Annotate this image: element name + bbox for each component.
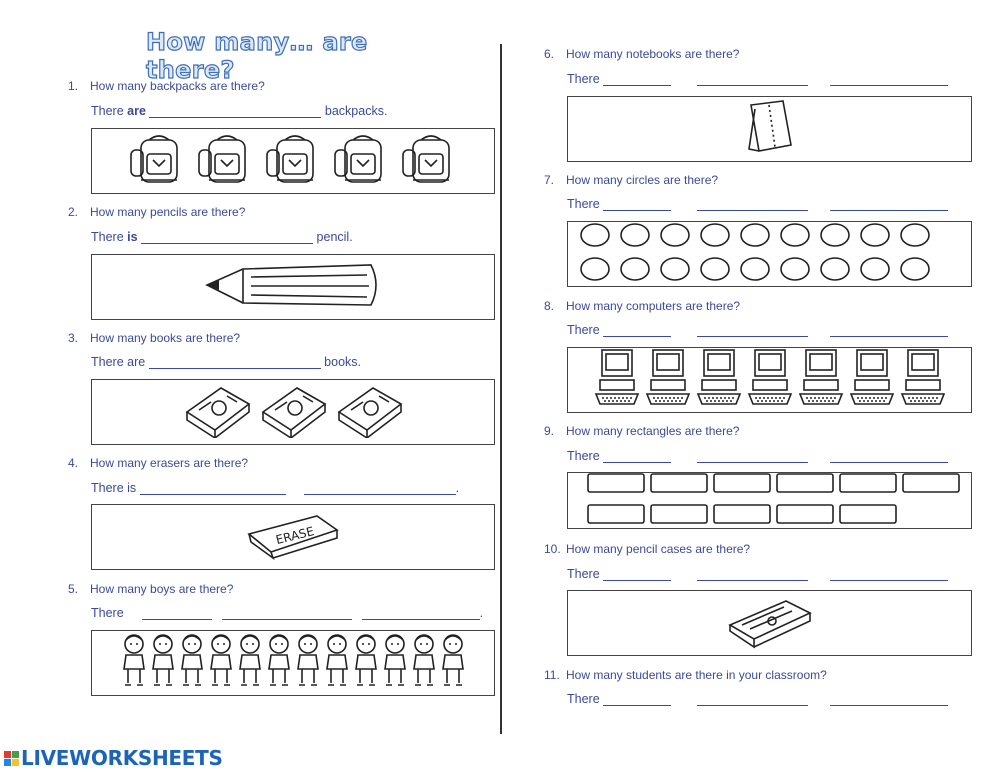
computer-icon bbox=[696, 348, 742, 413]
picture-box-pencil bbox=[91, 254, 495, 320]
answer-prefix: There bbox=[567, 692, 600, 706]
boy-icon bbox=[150, 633, 176, 694]
question-4 bbox=[68, 456, 248, 470]
circle-icon bbox=[738, 256, 772, 287]
rectangle-icon bbox=[586, 503, 646, 530]
svg-text:ERASE: ERASE bbox=[274, 523, 316, 547]
question-5 bbox=[68, 582, 233, 596]
answer-blank[interactable] bbox=[697, 569, 808, 581]
answer-prefix: There is bbox=[91, 481, 137, 495]
computer-icon bbox=[849, 348, 895, 413]
column-divider bbox=[500, 44, 502, 734]
boy-icon bbox=[121, 633, 147, 694]
answer-line-8 bbox=[567, 323, 948, 337]
boy-icon bbox=[237, 633, 263, 694]
circle-icon bbox=[698, 222, 732, 253]
answer-blank[interactable] bbox=[830, 74, 948, 86]
question-7 bbox=[544, 173, 718, 187]
question-number: 10. bbox=[544, 542, 561, 556]
picture-box-circles bbox=[567, 221, 972, 287]
question-text: How many books are there? bbox=[90, 331, 241, 345]
question-number: 11. bbox=[544, 668, 560, 682]
computer-icon bbox=[747, 348, 793, 413]
question-text: How many erasers are there? bbox=[90, 456, 249, 470]
question-text: How many circles are there? bbox=[566, 173, 719, 187]
answer-blank[interactable] bbox=[149, 357, 321, 369]
circle-icon bbox=[698, 256, 732, 287]
circle-icon bbox=[898, 256, 932, 287]
circle-icon bbox=[578, 222, 612, 253]
answer-blank[interactable] bbox=[603, 451, 671, 463]
question-number: 1. bbox=[68, 79, 79, 93]
answer-prefix: There bbox=[567, 197, 600, 211]
answer-blank[interactable] bbox=[603, 74, 671, 86]
rectangle-icon bbox=[649, 472, 709, 499]
answer-line-1 bbox=[91, 104, 387, 118]
computer-icon bbox=[645, 348, 691, 413]
question-number: 6. bbox=[544, 47, 555, 61]
rectangle-icon bbox=[901, 472, 961, 499]
answer-blank[interactable] bbox=[830, 451, 948, 463]
question-11 bbox=[544, 668, 827, 682]
circle-icon bbox=[818, 222, 852, 253]
answer-suffix: pencil. bbox=[316, 230, 353, 244]
answer-line-4 bbox=[91, 481, 459, 495]
question-text: How many pencil cases are there? bbox=[566, 542, 751, 556]
computer-icon bbox=[798, 348, 844, 413]
answer-prefix: There bbox=[567, 323, 600, 337]
answer-blank[interactable] bbox=[222, 608, 352, 620]
circle-icon bbox=[578, 256, 612, 287]
answer-line-3 bbox=[91, 355, 361, 369]
rectangle-icon bbox=[838, 472, 898, 499]
rectangle-icon bbox=[838, 503, 898, 530]
question-8 bbox=[544, 299, 740, 313]
boy-icon bbox=[440, 633, 466, 694]
picture-box-backpacks bbox=[91, 128, 495, 194]
rectangle-icon bbox=[712, 503, 772, 530]
question-text: How many students are there in your classroom? bbox=[566, 668, 827, 682]
answer-blank[interactable] bbox=[140, 483, 286, 495]
backpack-icon bbox=[195, 132, 255, 191]
answer-line-5 bbox=[91, 606, 483, 620]
logo-mark-icon bbox=[4, 751, 19, 766]
answer-verb: is bbox=[127, 230, 138, 244]
question-1 bbox=[68, 79, 265, 93]
picture-box-notebook bbox=[567, 96, 972, 162]
circle-icon bbox=[658, 222, 692, 253]
circle-icon bbox=[618, 256, 652, 287]
answer-suffix: backpacks. bbox=[324, 104, 388, 118]
circle-icon bbox=[898, 222, 932, 253]
answer-prefix: There bbox=[567, 449, 600, 463]
circle-icon bbox=[778, 222, 812, 253]
answer-blank[interactable] bbox=[697, 74, 808, 86]
question-text: How many backpacks are there? bbox=[90, 79, 265, 93]
backpack-icon bbox=[331, 132, 391, 191]
question-number: 3. bbox=[68, 331, 79, 345]
page-title: How many… are there? bbox=[146, 28, 368, 84]
rectangle-icon bbox=[775, 503, 835, 530]
boy-icon bbox=[295, 633, 321, 694]
circle-icon bbox=[818, 256, 852, 287]
question-text: How many computers are there? bbox=[566, 299, 741, 313]
liveworksheets-logo[interactable] bbox=[4, 746, 223, 770]
question-number: 7. bbox=[544, 173, 555, 187]
eraser-icon bbox=[245, 510, 341, 565]
brand-name: LIVEWORKSHEETS bbox=[21, 746, 223, 770]
boy-icon bbox=[179, 633, 205, 694]
answer-blank[interactable] bbox=[141, 232, 313, 244]
circle-icon bbox=[738, 222, 772, 253]
answer-blank[interactable] bbox=[603, 569, 671, 581]
question-2 bbox=[68, 205, 245, 219]
answer-prefix: There are bbox=[91, 355, 146, 369]
circle-icon bbox=[858, 256, 892, 287]
backpack-icon bbox=[127, 132, 187, 191]
backpack-icon bbox=[263, 132, 323, 191]
answer-prefix: There bbox=[91, 606, 124, 620]
question-6 bbox=[544, 47, 739, 61]
answer-suffix: . bbox=[479, 606, 484, 620]
question-number: 8. bbox=[544, 299, 555, 313]
circle-icon bbox=[778, 256, 812, 287]
answer-prefix: There bbox=[91, 104, 124, 118]
question-text: How many boys are there? bbox=[90, 582, 234, 596]
picture-box-boys bbox=[91, 630, 495, 696]
answer-prefix: There bbox=[91, 230, 124, 244]
rectangle-icon bbox=[712, 472, 772, 499]
question-3 bbox=[68, 331, 240, 345]
answer-blank[interactable] bbox=[697, 451, 808, 463]
notebook-icon bbox=[745, 99, 795, 160]
answer-line-2 bbox=[91, 230, 353, 244]
answer-blank[interactable] bbox=[603, 199, 671, 211]
book-icon bbox=[181, 382, 253, 443]
answer-suffix: . bbox=[455, 481, 460, 495]
answer-blank[interactable] bbox=[830, 694, 948, 706]
rectangle-icon bbox=[775, 472, 835, 499]
picture-box-computers bbox=[567, 347, 972, 413]
answer-blank[interactable] bbox=[304, 483, 456, 495]
question-10 bbox=[544, 542, 750, 556]
pencil-icon bbox=[203, 255, 383, 320]
answer-blank[interactable] bbox=[149, 106, 321, 118]
answer-line-6 bbox=[567, 72, 948, 86]
circle-icon bbox=[858, 222, 892, 253]
answer-blank[interactable] bbox=[697, 199, 808, 211]
question-number: 2. bbox=[68, 205, 79, 219]
boy-icon bbox=[208, 633, 234, 694]
answer-blank[interactable] bbox=[603, 325, 671, 337]
question-text: How many notebooks are there? bbox=[566, 47, 740, 61]
answer-line-11 bbox=[567, 692, 948, 706]
question-number: 5. bbox=[68, 582, 79, 596]
answer-prefix: There bbox=[567, 567, 600, 581]
rectangle-icon bbox=[649, 503, 709, 530]
book-icon bbox=[333, 382, 405, 443]
answer-verb: are bbox=[127, 104, 146, 118]
answer-blank[interactable] bbox=[830, 325, 948, 337]
book-icon bbox=[257, 382, 329, 443]
boy-icon bbox=[382, 633, 408, 694]
computer-icon bbox=[900, 348, 946, 413]
answer-prefix: There bbox=[567, 72, 600, 86]
circle-icon bbox=[618, 222, 652, 253]
question-number: 4. bbox=[68, 456, 79, 470]
answer-line-7 bbox=[567, 197, 948, 211]
answer-line-10 bbox=[567, 567, 948, 581]
answer-blank[interactable] bbox=[830, 199, 948, 211]
answer-line-9 bbox=[567, 449, 948, 463]
rectangle-icon bbox=[586, 472, 646, 499]
boy-icon bbox=[324, 633, 350, 694]
boy-icon bbox=[266, 633, 292, 694]
answer-blank[interactable] bbox=[830, 569, 948, 581]
question-9 bbox=[544, 424, 739, 438]
answer-blank[interactable] bbox=[697, 694, 808, 706]
computer-icon bbox=[594, 348, 640, 413]
picture-box-eraser bbox=[91, 504, 495, 570]
answer-blank[interactable] bbox=[362, 608, 480, 620]
boy-icon bbox=[411, 633, 437, 694]
boy-icon bbox=[353, 633, 379, 694]
question-number: 9. bbox=[544, 424, 555, 438]
answer-blank[interactable] bbox=[603, 694, 671, 706]
question-text: How many pencils are there? bbox=[90, 205, 246, 219]
question-text: How many rectangles are there? bbox=[566, 424, 740, 438]
answer-blank[interactable] bbox=[697, 325, 808, 337]
answer-suffix: books. bbox=[324, 355, 362, 369]
circle-icon bbox=[658, 256, 692, 287]
picture-box-rectangles bbox=[567, 472, 972, 529]
picture-box-pencil-case bbox=[567, 590, 972, 656]
pencil-case-icon bbox=[728, 593, 812, 654]
picture-box-books bbox=[91, 379, 495, 445]
backpack-icon bbox=[399, 132, 459, 191]
answer-blank[interactable] bbox=[142, 608, 212, 620]
